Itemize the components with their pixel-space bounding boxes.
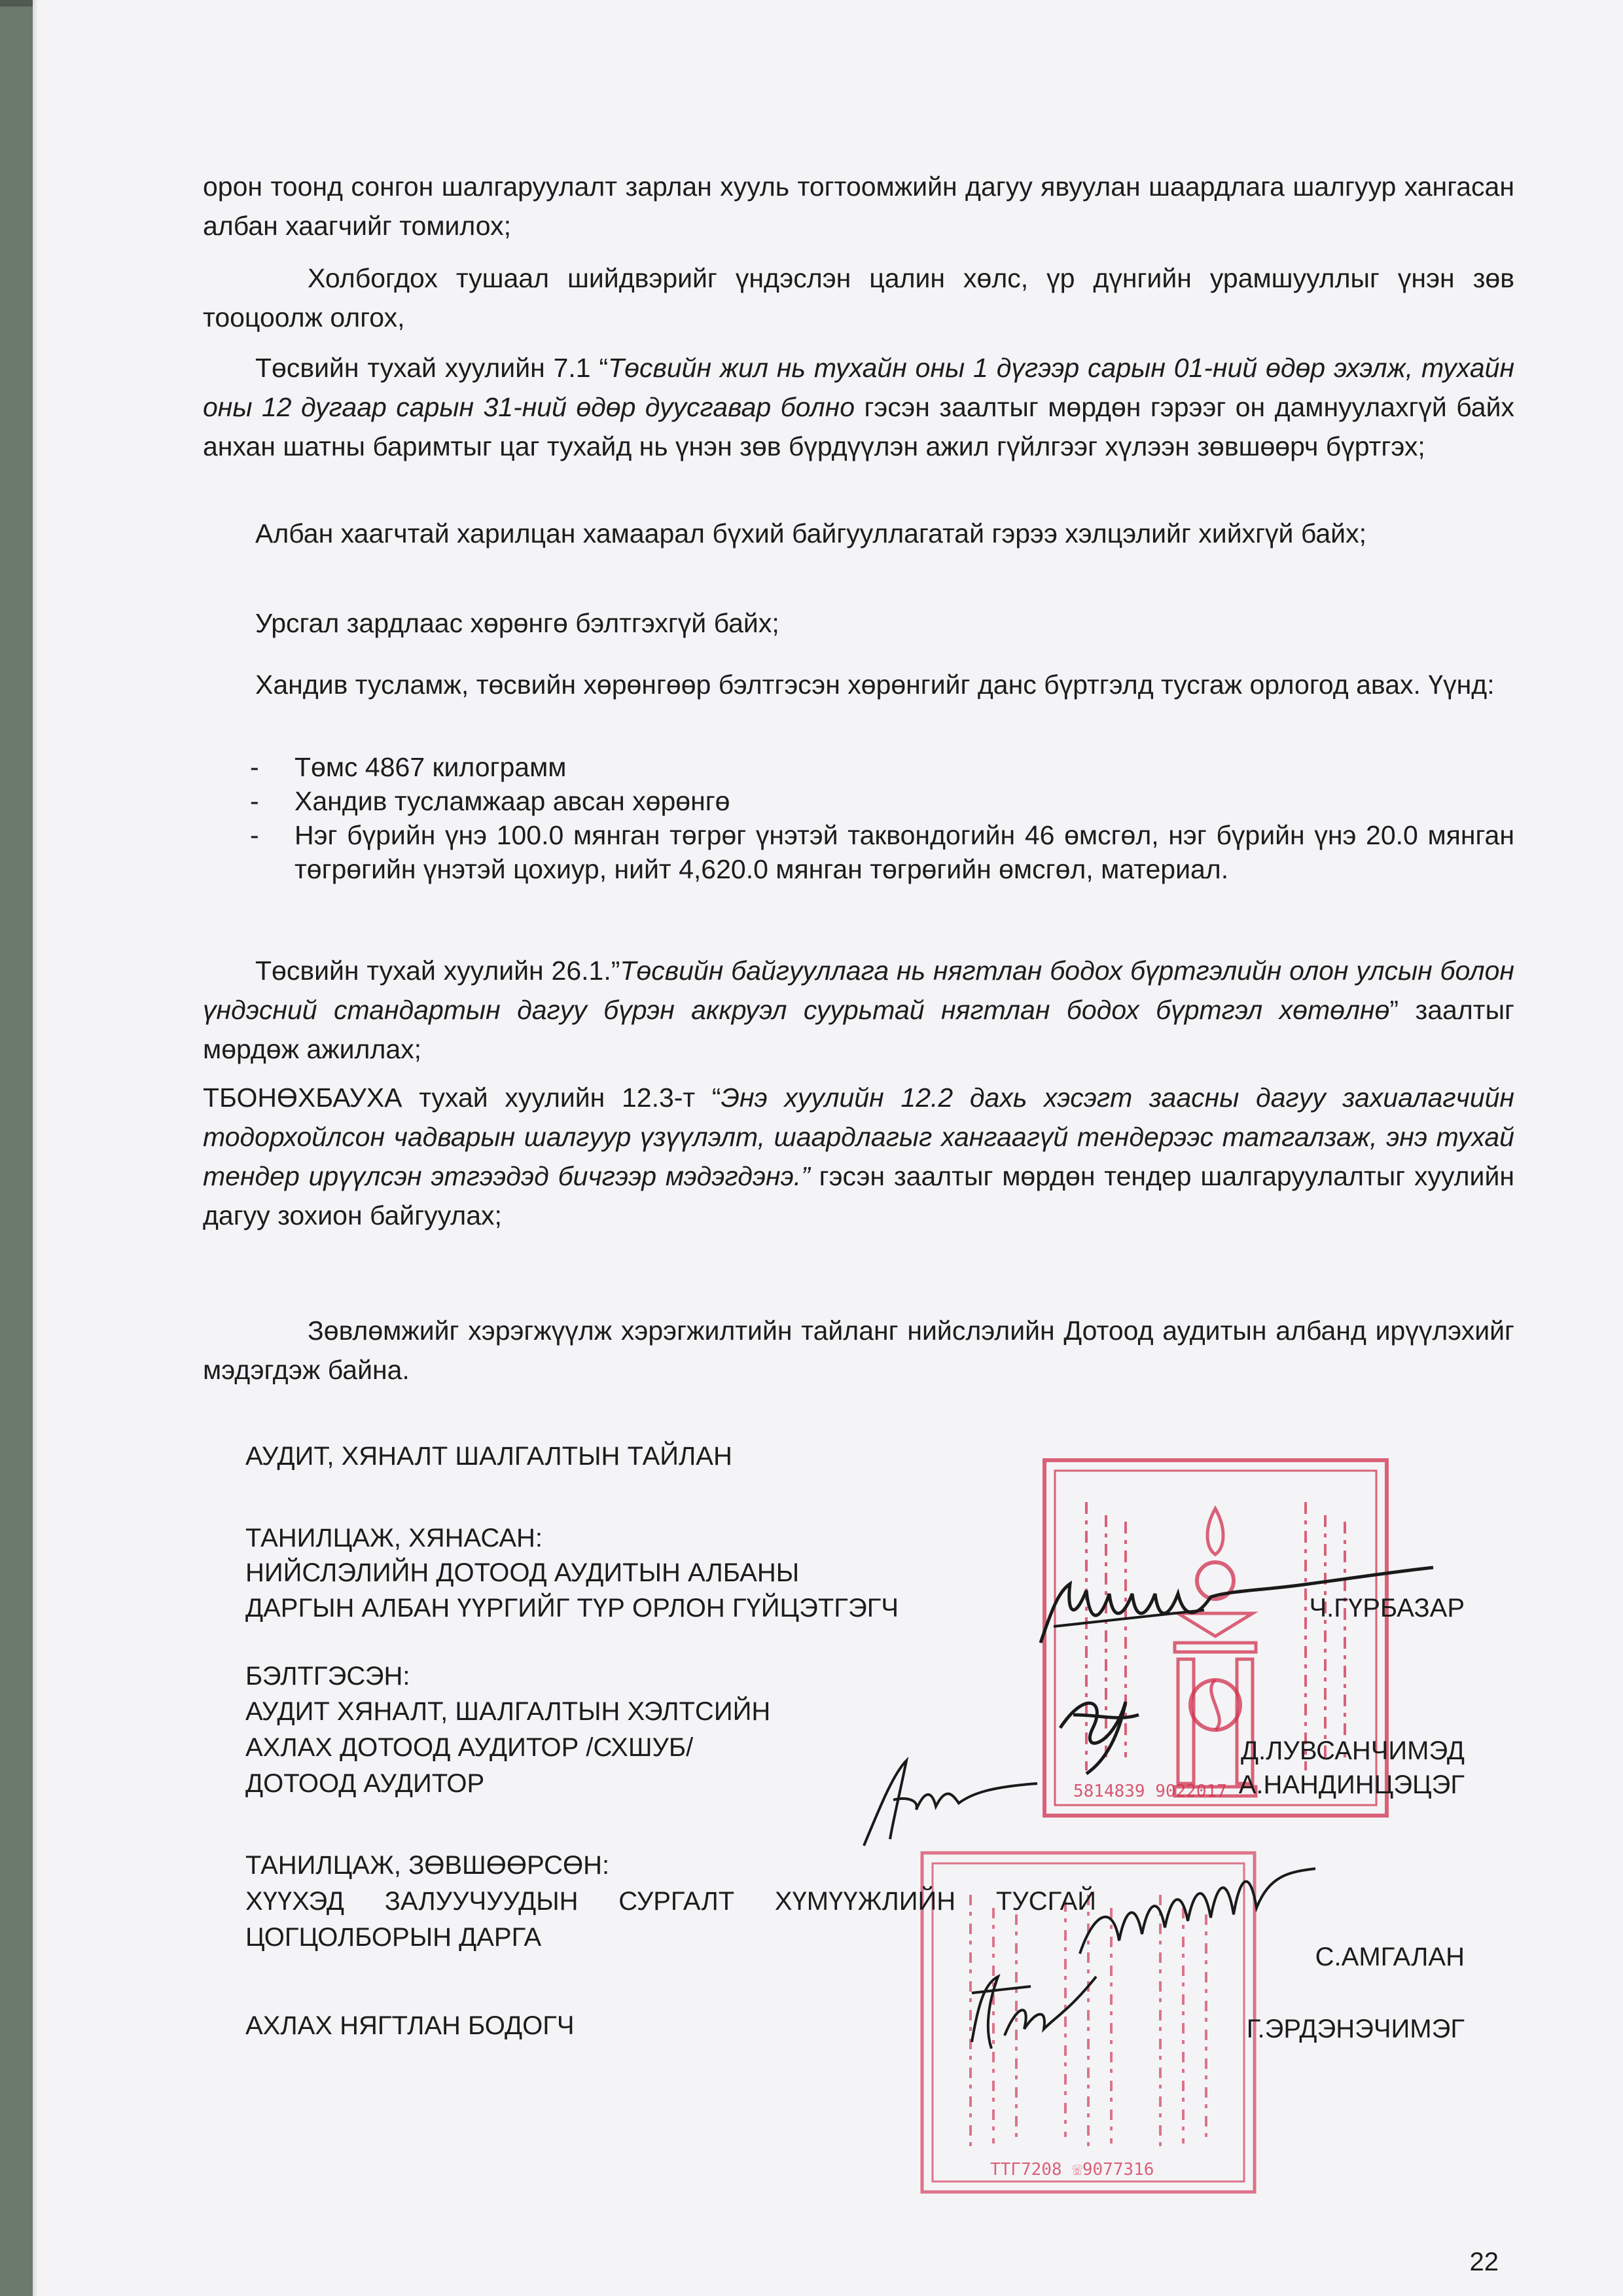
reviewed-label: ТАНИЛЦАЖ, ХЯНАСАН: xyxy=(245,1524,543,1552)
signature-preparer-1 xyxy=(1047,1676,1145,1780)
paragraph-7-quote: Төсвийн байгууллага нь нягтлан бодох бүртгэлийн олон улсын болон үндэсний стандартын дагуу бүрэн аккруэл суурьтай нягтлан бодох бүртгэл хөтөлнө xyxy=(203,956,1514,1025)
signature-preparer-2 xyxy=(854,1748,1044,1852)
approver-title-line3: АХЛАХ НЯГТЛАН БОДОГЧ xyxy=(245,2011,575,2040)
asset-list xyxy=(203,750,1514,886)
prepared-label: БЭЛТГЭСЭН: xyxy=(245,1662,410,1691)
paragraph-9: Зөвлөмжийг хэрэгжүүлж хэрэгжилтийн тайланг нийслэлийн Дотоод аудитын албанд ирүүлэхийг мэдэгдэж байна. xyxy=(203,1316,1514,1385)
preparer-title-line3: ДОТООД АУДИТОР xyxy=(245,1769,485,1798)
paragraph-7-lead: Төсвийн тухай хуулийн 26.1.” xyxy=(255,956,620,986)
paragraph-6: Хандив тусламж, төсвийн хөрөнгөөр бэлтгэсэн хөрөнгийг данс бүртгэлд тусгаж орлогод авах. Үүнд: xyxy=(255,670,1495,700)
paragraph-3 xyxy=(203,348,1514,466)
paragraph-3-rest: гэсэн заалтыг мөрдөн гэрээг он дамнуулахгүй байх анхан шатны баримтыг цаг тухайд нь үнэн зөв бүрдүүлэн ажил гүйлгээг хүлээн зөвшөөрч бүртгэх; xyxy=(203,392,1514,461)
page-number: 22 xyxy=(1469,2248,1499,2276)
stamp-upper-number: 5814839 9022017 xyxy=(1073,1782,1227,1801)
paragraph-1: орон тоонд сонгон шалгаруулалт зарлан хууль тогтоомжийн дагуу явуулан шаардлага шалгуур хангасан албан хаагчийг томилох; xyxy=(203,171,1514,241)
paragraph-3-quote: Төсвийн жил нь тухайн оны 1 дүгээр сарын 01-ний өдөр эхэлж, тухайн оны 12 дугаар сарын 31-ний өдөр дуусгавар болно xyxy=(203,353,1515,422)
preparer-title-line2: АХЛАХ ДОТООД АУДИТОР /СХШУБ/ xyxy=(245,1733,694,1762)
reviewer-name: Ч.ГҮРБАЗАР xyxy=(1309,1594,1465,1623)
signature-approver-1 xyxy=(1073,1856,1322,1986)
approver-title-line1: ХҮҮХЭД ЗАЛУУЧУУДЫН СУРГАЛТ ХҮМҮҮЖЛИЙН ТУСГАЙ xyxy=(245,1887,1096,1916)
signature-approver-2 xyxy=(959,1964,1103,2062)
approver-name-1: С.АМГАЛАН xyxy=(1315,1943,1465,1971)
report-title: АУДИТ, ХЯНАЛТ ШАЛГАЛТЫН ТАЙЛАН xyxy=(245,1442,732,1471)
list-item: - Хандив тусламжаар авсан хөрөнгө xyxy=(250,786,730,816)
paragraph-2: Холбогдох тушаал шийдвэрийг үндэслэн цалин хөлс, үр дүнгийн урамшууллыг үнэн зөв тооцоолж олгох, xyxy=(203,263,1514,332)
signature-reviewer xyxy=(1034,1564,1440,1656)
preparer-title-line1: АУДИТ ХЯНАЛТ, ШАЛГАЛТЫН ХЭЛТСИЙН xyxy=(245,1697,771,1726)
preparer-name-2: А.НАНДИНЦЭЦЭГ xyxy=(1238,1770,1465,1799)
paragraph-7 xyxy=(203,951,1514,1069)
approver-name-2: Г.ЭРДЭНЭЧИМЭГ xyxy=(1246,2015,1465,2043)
list-item: - Төмс 4867 килограмм xyxy=(250,752,567,782)
reviewer-title-line1: НИЙСЛЭЛИЙН ДОТООД АУДИТЫН АЛБАНЫ xyxy=(245,1558,800,1587)
stamp-lower-number: ТТГ7208 ☏9077316 xyxy=(990,2160,1154,2179)
paragraph-4: Албан хаагчтай харилцан хамаарал бүхий байгууллагатай гэрээ хэлцэлийг хийхгүй байх; xyxy=(255,518,1366,548)
approved-label: ТАНИЛЦАЖ, ЗӨВШӨӨРСӨН: xyxy=(245,1851,610,1880)
preparer-name-1: Д.ЛУВСАНЧИМЭД xyxy=(1240,1736,1465,1765)
paragraph-8 xyxy=(203,1078,1514,1235)
paragraph-7-rest: ” заалтыг мөрдөж ажиллах; xyxy=(203,995,1514,1064)
list-item: - Нэг бүрийн үнэ 100.0 мянган төгрөг үнэтэй таквондогийн 46 өмсгөл, нэг бүрийн үнэ 20.0 мянган төгрөгийн үнэтэй цохиур, нийт 4,620.0 мянган төгрөгийн өмсгөл, материал. xyxy=(250,820,1514,884)
paragraph-8-rest: гэсэн заалтыг мөрдөн тендер шалгаруулалтыг хуулийн дагуу зохион байгуулах; xyxy=(203,1161,1514,1230)
approver-title-line2: ЦОГЦОЛБОРЫН ДАРГА xyxy=(245,1923,542,1952)
paragraph-8-lead: ТБОНӨХБАУХА тухай хуулийн 12.3-т “ xyxy=(203,1083,721,1113)
paragraph-5: Урсгал зардлаас хөрөнгө бэлтгэхгүй байх; xyxy=(255,608,779,638)
paragraph-8-quote: Энэ хуулийн 12.2 дахь хэсэгт заасны дагуу захиалагчийн тодорхойлсон чадварын шалгуур үзүүлэлт, шаардлагыг хангаагүй тендерээс татгалзаж, энэ тухай тендер ирүүлсэн этгээдэд бичгээр мэдэгдэнэ.” xyxy=(203,1083,1514,1191)
reviewer-title-line2: ДАРГЫН АЛБАН ҮҮРГИЙГ ТҮР ОРЛОН ГҮЙЦЭТГЭГЧ xyxy=(245,1594,899,1623)
paragraph-3-lead: Төсвийн тухай хуулийн 7.1 “ xyxy=(255,353,609,383)
